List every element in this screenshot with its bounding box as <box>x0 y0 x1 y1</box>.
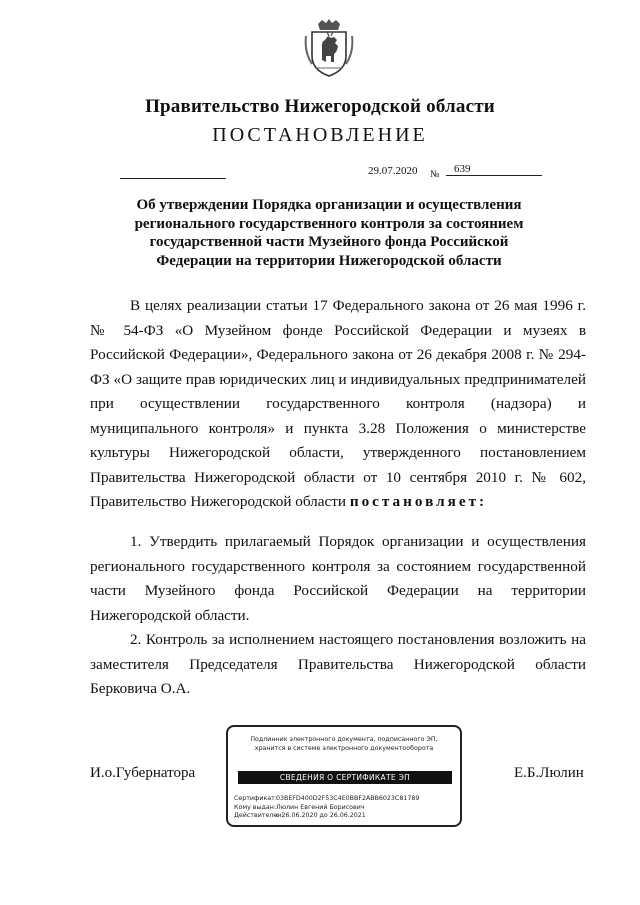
valid-value: с 26.06.2020 до 26.06.2021 <box>276 812 366 819</box>
stamp-note-line-2: хранится в системе электронного документооборота <box>254 745 434 752</box>
valid-label: Действителен: <box>234 812 284 819</box>
signature-blank-line <box>120 178 226 179</box>
document-type: ПОСТАНОВЛЕНИЕ <box>212 124 428 146</box>
electronic-signature-stamp <box>226 725 462 827</box>
document-heading: Об утверждении Порядка организации и осуществления регионального государственного контроля за состоянием государственной части Музейного фонда Российской Федерации на территории Нижегородской области <box>134 197 524 269</box>
issued-to-row <box>234 804 419 813</box>
signer-name: Е.Б.Люлин <box>514 765 584 781</box>
certificate-details <box>234 795 419 821</box>
document-number: 639 <box>446 163 542 176</box>
intro-paragraph <box>90 294 586 515</box>
document-date: 29.07.2020 <box>368 165 418 177</box>
government-title: Правительство Нижегородской области <box>145 96 495 117</box>
valid-row <box>234 812 419 821</box>
signer-position: И.о.Губернатора <box>90 765 196 781</box>
certificate-row <box>234 795 419 804</box>
certificate-label: Сертификат: <box>234 795 277 802</box>
issued-to-label: Кому выдан: <box>234 803 276 811</box>
intro-text: В целях реализации статьи 17 Федерального закона от 26 мая 1996 г. № 54-ФЗ «О Музейном фонде Российской Федерации и музеях в Российской Федерации», Федерального закона от 26 декабря 2008 г. № 294-ФЗ «О защите прав юридических лиц и индивидуальных предпринимателей при осуществлении государственного контроля (надзора) и муниципального контроля» и пункта 3.28 Положения о министерстве культуры Нижегородской области, утвержденного постановлением Правительства Нижегородской области от 10 сентября 2010 г. № 602, Правительство Нижегородской области <box>90 297 586 510</box>
certificate-value: 03BEFD400D2F53C4E0BBF2ABB6023C81789 <box>276 795 420 802</box>
item-1-paragraph: 1. Утвердить прилагаемый Порядок организации и осуществления регионального государственного контроля за состоянием государственной части Музейного фонда Российской Федерации на территории Нижегородской области. <box>90 533 586 624</box>
decree-word: постановляет: <box>349 493 488 510</box>
item-2-paragraph: 2. Контроль за исполнением настоящего постановления возложить на заместителя Председателя Правительства Нижегородской области Берковича О.А. <box>90 631 586 697</box>
issued-to-value: Люлин Евгений Борисович <box>276 803 365 811</box>
certificate-title-bar: СВЕДЕНИЯ О СЕРТИФИКАТЕ ЭП <box>238 771 452 784</box>
nizhny-novgorod-coat-of-arms-icon <box>304 18 354 80</box>
stamp-note-line-1: Подлинник электронного документа, подписанного ЭП, <box>250 736 438 743</box>
stamp-note <box>228 735 460 753</box>
document-number-label: № <box>430 169 440 180</box>
